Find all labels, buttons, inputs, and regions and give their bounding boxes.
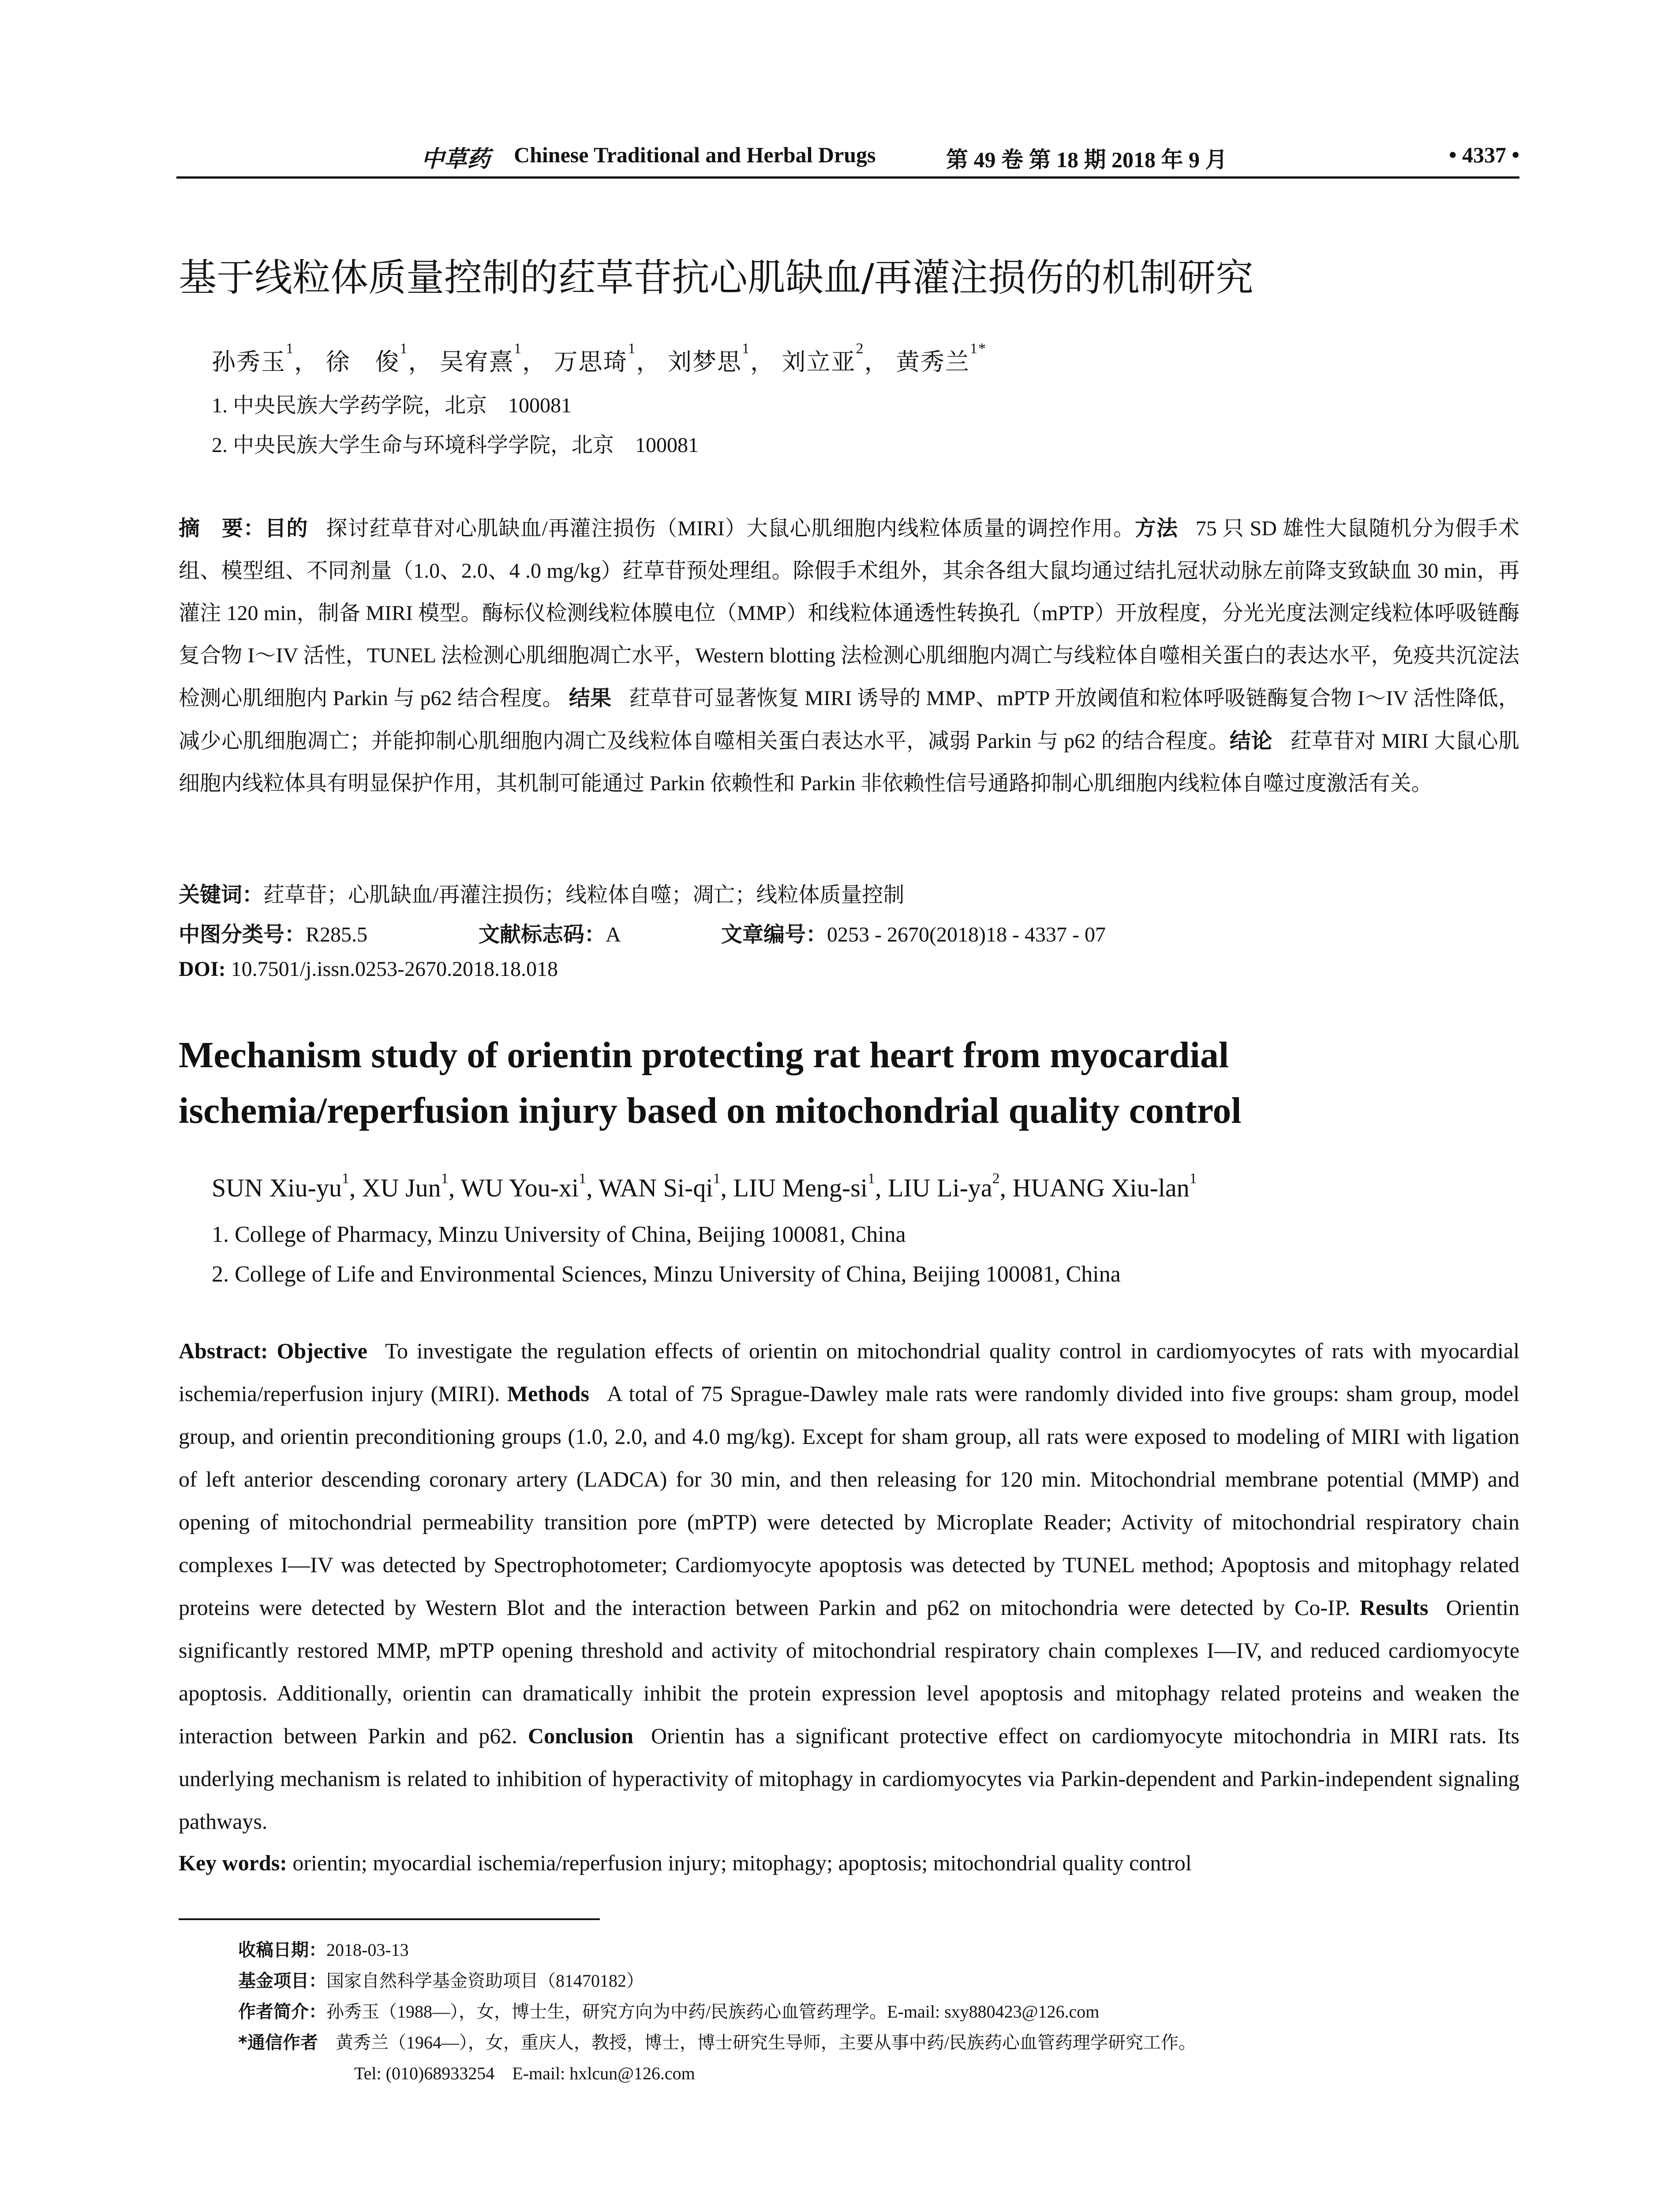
corr-label: *通信作者 (238, 2033, 318, 2053)
doi-label: DOI: (179, 957, 226, 981)
objective-text: To investigate the regulation effects of orientin on mitochondrial quality control in cardiomyocytes of rats with myocardial ischemia/reperfusion injury (MIRI). (179, 1338, 1520, 1406)
doi-value: 10.7501/j.issn.0253-2670.2018.18.018 (231, 957, 558, 981)
abstract-label: 摘 要： (179, 516, 265, 541)
cn-abstract (179, 507, 1519, 805)
author: 刘梦思$^1$， (668, 340, 775, 375)
conclusion-text: 荭草苷对 MIRI 大鼠心肌细胞内线粒体具有明显保护作用，其机制可能通过 Parkin 依赖性和 Parkin 非依赖性信号通路抑制心肌细胞内线粒体自噬过度激活有关。 (179, 729, 1519, 795)
author: LIU Meng-$si^1$, (733, 1170, 888, 1202)
methods-label: Methods (507, 1381, 589, 1406)
footnote-contact: Tel: (010)68933254 E-mail: hxlcun@126.com (354, 2063, 695, 2083)
conclusion-text: Orientin has a significant protective effect on cardiomyocyte mitochondria in MIRI rats. Its underlying mechanism is related to inhibition of hyperactivity of mitophagy in cardiomyocytes via Parkin-dependent and Parkin-independent signaling pathways. (179, 1723, 1520, 1834)
cn-title: 基于线粒体质量控制的荭草苷抗心肌缺血/再灌注损伤的机制研究 (179, 256, 1253, 300)
clc-label: 中图分类号： (179, 922, 306, 947)
keywords-label: Key words: (179, 1850, 287, 1875)
author: XU Jun$^1$, (362, 1170, 461, 1202)
cn-authors (212, 340, 987, 377)
running-header (176, 142, 1519, 173)
cn-classification (179, 917, 1106, 948)
journal-name: Chinese Traditional and Herbal Drugs (514, 142, 876, 167)
objective-label: 目的 (265, 516, 308, 541)
corr-value: 黄秀兰（1964—），女，重庆人，教授，博士，博士研究生导师，主要从事中药/民族药心血管药理学研究工作。 (335, 2033, 1197, 2052)
author: WAN $Si-qi^1$, (599, 1170, 733, 1202)
author: 吴宥熹$^1$， (440, 340, 547, 375)
fund-label: 基金项目： (238, 1971, 326, 1991)
author: 黄秀兰$^{1*}$ (896, 340, 987, 375)
author: LIU $Li-ya^2$, (887, 1170, 1013, 1202)
author: 徐 俊$^1$， (326, 340, 433, 375)
keywords-text: 荭草苷；心肌缺血/再灌注损伤；线粒体自噬；凋亡；线粒体质量控制 (263, 883, 905, 907)
clc-value: R285.5 (306, 923, 368, 946)
methods-label: 方法 (1135, 516, 1178, 541)
page-number: • 4337 • (1448, 142, 1519, 167)
objective-text: 探讨荭草苷对心肌缺血/再灌注损伤（MIRI）大鼠心肌细胞内线粒体质量的调控作用。 (326, 517, 1135, 540)
footnote-author-bio (238, 1998, 1099, 2023)
en-keywords (179, 1850, 1192, 1876)
cn-affiliation: 1. 中央民族大学药学院，北京 100081 (212, 394, 572, 417)
en-title: Mechanism study of orientin protecting rat heart from myocardial ischemia/reperfusion injury based on mitochondrial quality control (179, 1035, 1242, 1131)
doi-line (179, 957, 558, 981)
received-label: 收稿日期： (238, 1940, 326, 1960)
abstract-label: Abstract: (179, 1338, 268, 1363)
cn-keywords (179, 878, 904, 908)
results-text: 荭草苷可显著恢复 MIRI 诱导的 MMP、mPTP 开放阈值和粒体呼吸链酶复合物 I～IV 活性降低，减少心肌细胞凋亡；并能抑制心肌细胞内凋亡及线粒体自噬相关蛋白表达水平，减弱 Parkin 与 p62 的结合程度。 (179, 687, 1519, 753)
results-label: Results (1359, 1595, 1429, 1620)
bio-value: 孙秀玉（1988—），女，博士生，研究方向为中药/民族药心血管药理学。E-mail: sxy880423@126.com (326, 2002, 1100, 2022)
results-text: Orientin significantly restored MMP, mPTP opening threshold and activity of mitochondrial respiratory chain complexes I—IV, and reduced cardiomyocyte apoptosis. Additionally, orientin can dramatically inhibit the protein expression level apoptosis and mitophagy related proteins and weaken the interaction between Parkin and p62. (179, 1595, 1520, 1748)
en-affiliation: 1. College of Pharmacy, Minzu University of China, Beijing 100081, China (212, 1222, 906, 1247)
footnote-fund (238, 1967, 644, 1992)
fund-value: 国家自然科学基金资助项目（81470182） (326, 1971, 644, 1991)
author: HUANG Xiu-lan$^1$ (1012, 1170, 1197, 1202)
cn-affiliation: 2. 中央民族大学生命与环境科学学院，北京 100081 (212, 434, 699, 457)
journal-logo: 中草药 (421, 147, 490, 172)
keywords-label: 关键词： (179, 882, 264, 907)
footnote-rule (179, 1918, 600, 1920)
header-rule (176, 176, 1519, 179)
article-no-value: 0253 - 2670(2018)18 - 4337 - 07 (827, 923, 1106, 946)
doc-code-value: A (606, 923, 621, 946)
keywords-text: orientin; myocardial ischemia/reperfusion injury; mitophagy; apoptosis; mitochondrial quality control (292, 1850, 1192, 1875)
results-label: 结果 (569, 686, 612, 710)
bio-label: 作者简介： (238, 2002, 326, 2022)
en-affiliation: 2. College of Life and Environmental Sciences, Minzu University of China, Beijing 100081, China (212, 1262, 1121, 1287)
objective-label: Objective (277, 1338, 367, 1363)
doc-code-label: 文献标志码： (479, 922, 606, 947)
journal-issue: 第 49 卷 第 18 期 2018 年 9 月 (946, 147, 1227, 172)
footnote-received (238, 1936, 409, 1961)
methods-text: A total of 75 Sprague-Dawley male rats were randomly divided into five groups: sham group, model group, and orientin preconditioning groups (1.0, 2.0, and 4.0 mg/kg). Except for sham group, all rats were exposed to modeling of MIRI with ligation of left anterior descending coronary artery (LADCA) for 30 min, and then releasing for 120 min. Mitochondrial membrane potential (MMP) and opening of mitochondrial permeability transition pore (mPTP) were detected by Microplate Reader; Activity of mitochondrial respiratory chain complexes I—IV was detected by Spectrophotometer; Cardiomyocyte apoptosis was detected by TUNEL method; Apoptosis and mitophagy related proteins were detected by Western Blot and the interaction between Parkin and p62 on mitochondria were detected by Co-IP. (179, 1381, 1519, 1620)
en-authors (212, 1170, 1197, 1203)
received-value: 2018-03-13 (326, 1940, 409, 1960)
author: 孙秀玉$^1$， (212, 340, 319, 375)
en-abstract (179, 1330, 1519, 1843)
footnote-corresponding (238, 2029, 1196, 2054)
author: 刘立亚$^2$， (782, 340, 889, 375)
conclusion-label: 结论 (1229, 729, 1272, 753)
methods-text: 75 只 SD 雄性大鼠随机分为假手术组、模型组、不同剂量（1.0、2.0、4 .0 mg/kg）荭草苷预处理组。除假手术组外，其余各组大鼠均通过结扎冠状动脉左前降支致缺血 30 min，再灌注 120 min，制备 MIRI 模型。酶标仪检测线粒体膜电位（MMP）和线粒体通透性转换孔（mPTP）开放程度，分光光度法测定线粒体呼吸链酶复合物 I～IV 活性，TUNEL 法检测心肌细胞凋亡水平，Western blotting 法检测心肌细胞内凋亡与线粒体自噬相关蛋白的表达水平，免疫共沉淀法检测心肌细胞内 Parkin 与 p62 结合程度。 (179, 517, 1519, 710)
author: WU You-$xi^1$, (460, 1170, 599, 1202)
author: 万思琦$^1$， (554, 340, 661, 375)
author: SUN Xiu-$yu^1$, (212, 1170, 362, 1202)
article-no-label: 文章编号： (721, 922, 827, 947)
conclusion-label: Conclusion (528, 1723, 633, 1748)
